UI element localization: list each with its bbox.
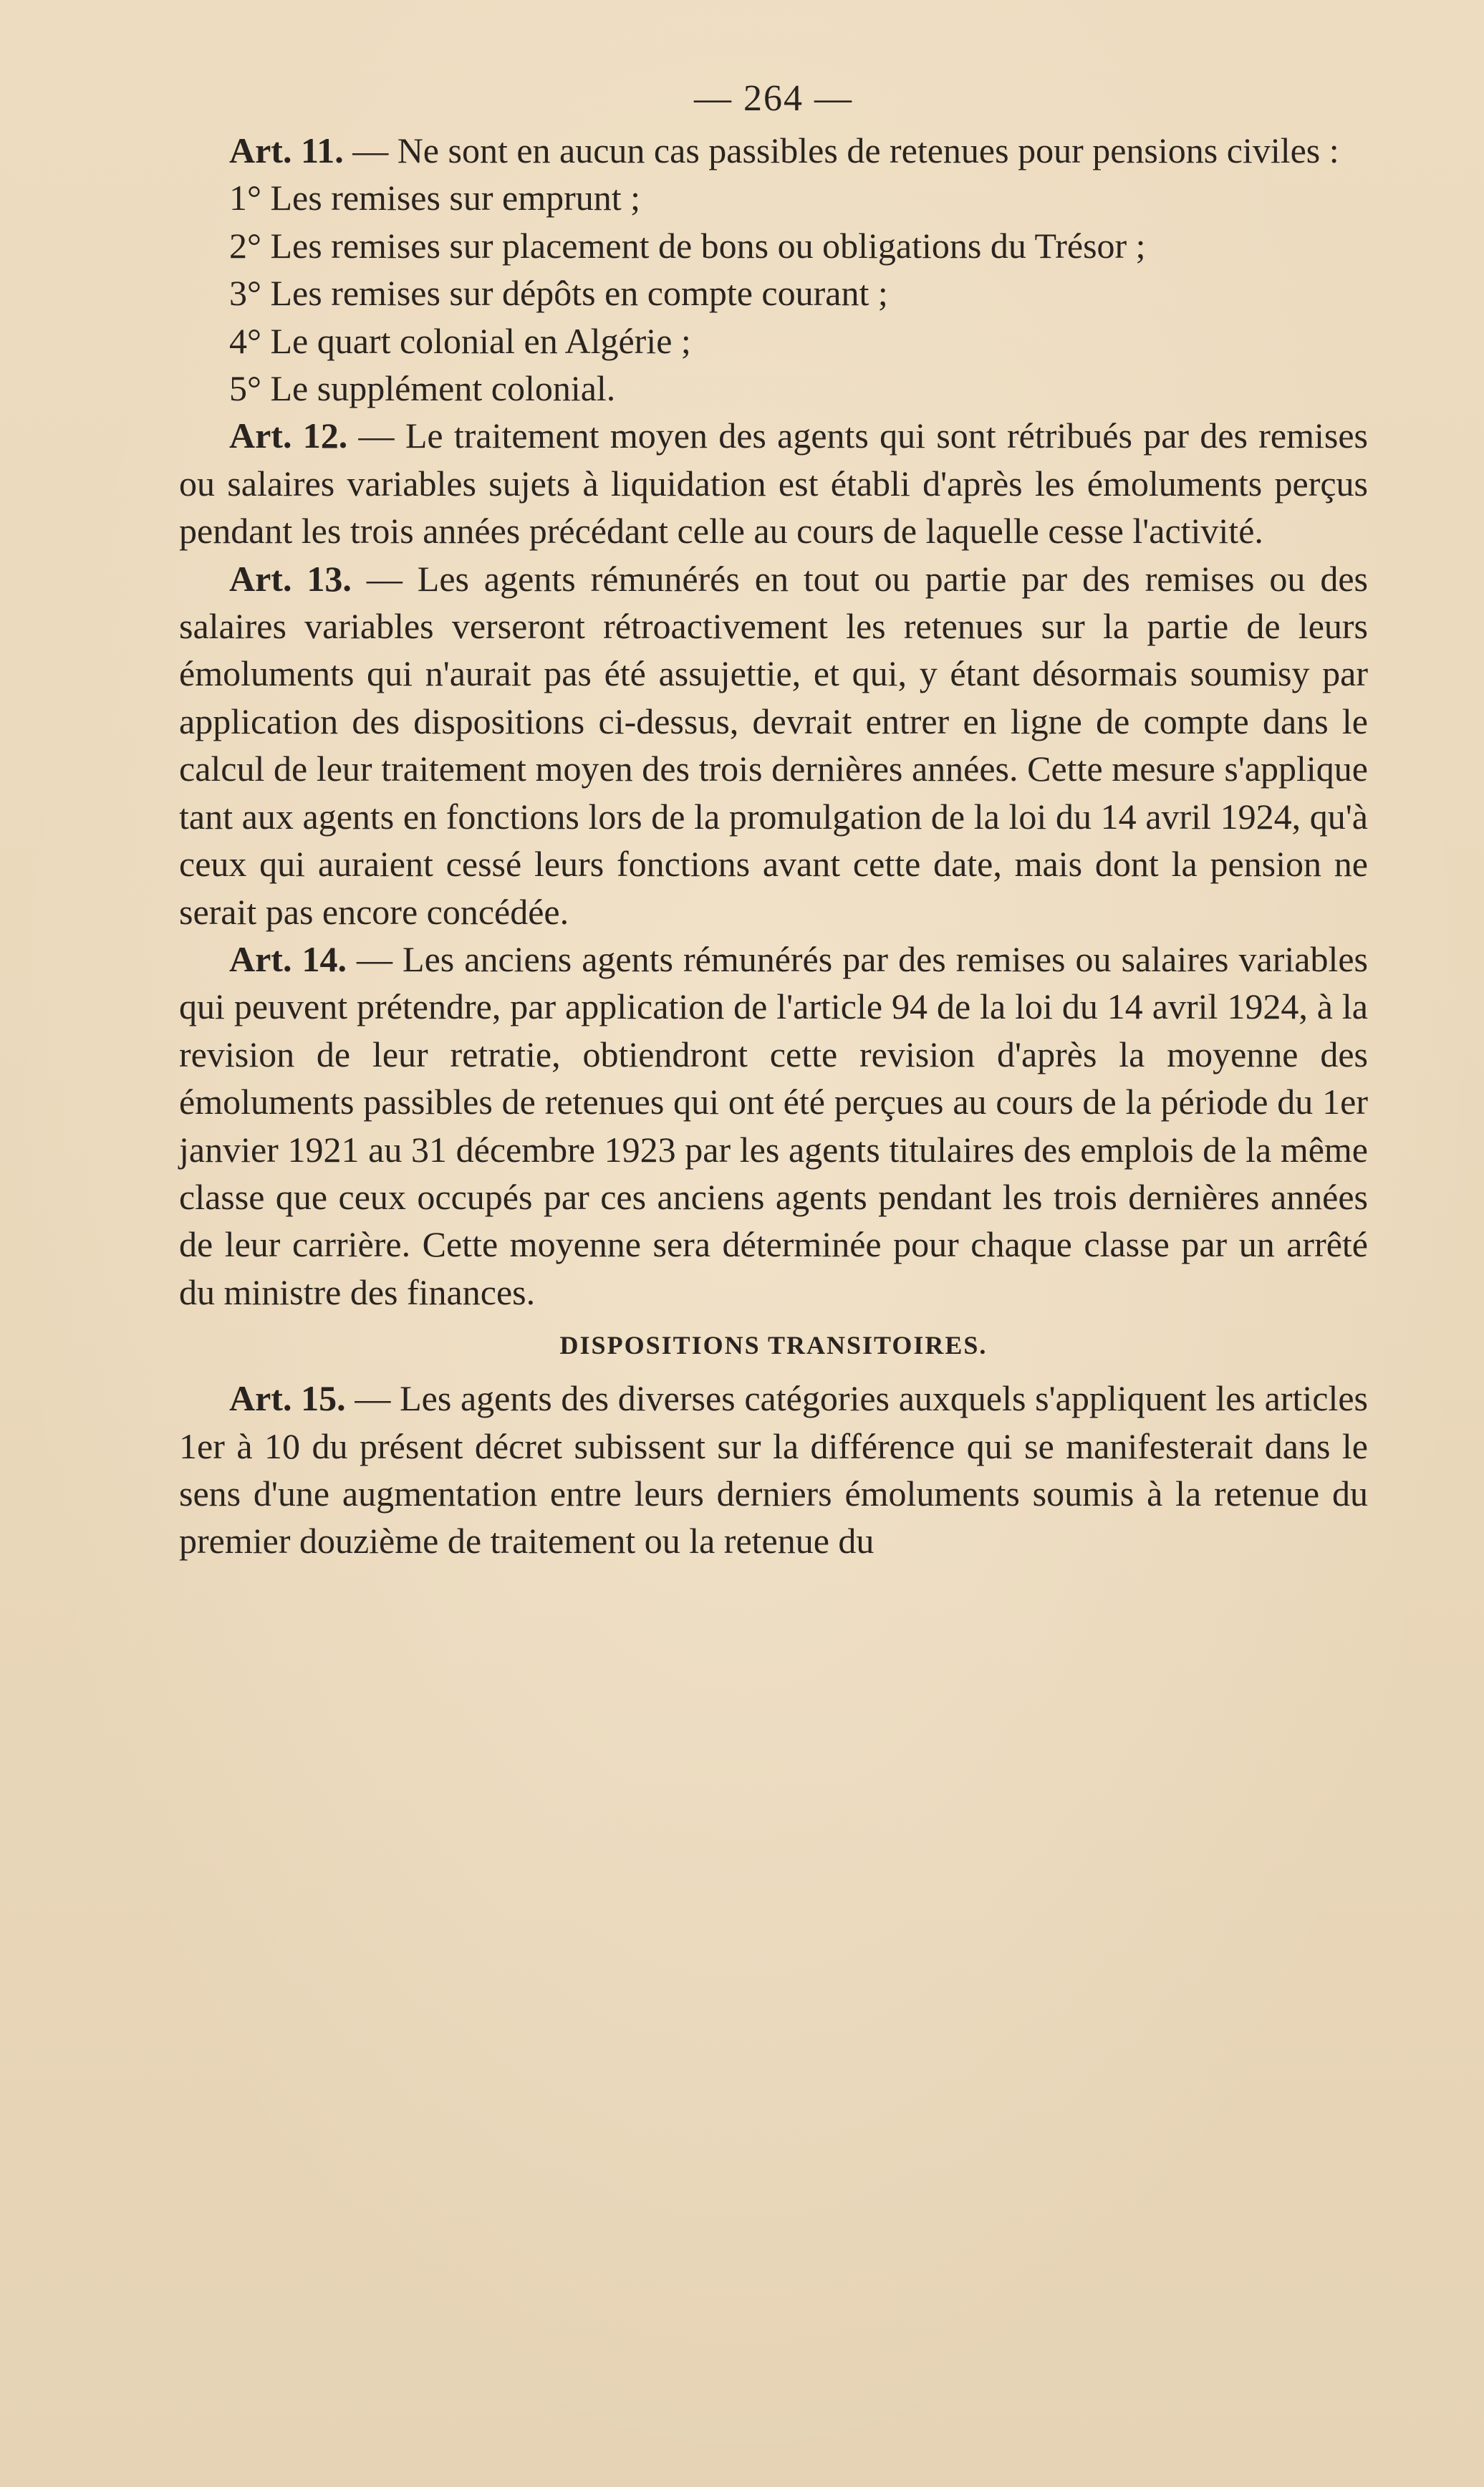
list-item-text: 3° Les remises sur dépôts en compte courant ; — [229, 273, 888, 314]
article-label: Art. 13. — [229, 558, 352, 599]
article-text: — Les agents des diverses catégories auxquels s'appliquent les articles 1er à 10 du présent décret subissent sur la différence qui se manifesterait dans le sens d'une augmentation entre leurs derniers émoluments soumis à la retenue du premier douzième de traitement ou la retenue du — [179, 1378, 1369, 1562]
article-12 — [179, 412, 1368, 554]
document-body — [179, 75, 1368, 1565]
article-label: Art. 14. — [229, 938, 347, 979]
article-text: — Les anciens agents rémunérés par des remises ou salaires variables qui peuvent prétendre, par application de l'article 94 de la loi du 14 avril 1924, à la revision de leur retratie, obtiendront cette revision d'après la moyenne des émoluments passibles de retenues qui ont été perçues au cours de la période du 1er janvier 1921 au 31 décembre 1923 par les agents titulaires des emplois de la même classe que ceux occupés par ces anciens agents pendant les trois dernières années de leur carrière. Cette moyenne sera déterminée pour chaque classe par un arrêté du ministre des finances. — [179, 938, 1368, 1312]
article-11 — [179, 127, 1368, 174]
article-label: Art. 12. — [229, 415, 348, 456]
page-number: — 264 — — [694, 78, 853, 119]
article-13 — [179, 555, 1368, 935]
article-label: Art. 15. — [229, 1378, 346, 1419]
list-item — [179, 222, 1368, 269]
article-text: — Le traitement moyen des agents qui sont rétribués par des remises ou salaires variables sujets à liquidation est établi d'après les émoluments perçus pendant les trois années précédant celle au cours de laquelle cesse l'activité. — [179, 415, 1368, 552]
list-item — [179, 365, 1368, 412]
article-14 — [179, 935, 1368, 1316]
list-item — [179, 174, 1368, 221]
article-label: Art. 11. — [229, 130, 344, 170]
list-item — [179, 317, 1368, 365]
list-item-text: 1° Les remises sur emprunt ; — [229, 178, 641, 218]
article-text: — Les agents rémunérés en tout ou partie par des remises ou des salaires variables verseront rétroactivement les retenues sur la partie de leurs émoluments qui n'aurait pas été assujettie, et qui, y étant désormais soumisy par application des dispositions ci-dessus, devrait entrer en ligne de compte dans le calcul de leur traitement moyen des trois dernières années. Cette mesure s'applique tant aux agents en fonctions lors de la promulgation de la loi du 14 avril 1924, qu'à ceux qui auraient cessé leurs fonctions avant cette date, mais dont la pension ne serait pas encore concédée. — [179, 558, 1369, 932]
list-item-text: 2° Les remises sur placement de bons ou obligations du Trésor ; — [229, 225, 1146, 266]
article-text: — Ne sont en aucun cas passibles de retenues pour pensions civiles : — [343, 130, 1339, 170]
article-15 — [179, 1375, 1368, 1565]
list-item — [179, 269, 1368, 317]
list-item-text: 4° Le quart colonial en Algérie ; — [229, 320, 691, 361]
list-item-text: 5° Le supplément colonial. — [229, 368, 616, 409]
section-heading: DISPOSITIONS TRANSITOIRES. — [559, 1331, 988, 1360]
